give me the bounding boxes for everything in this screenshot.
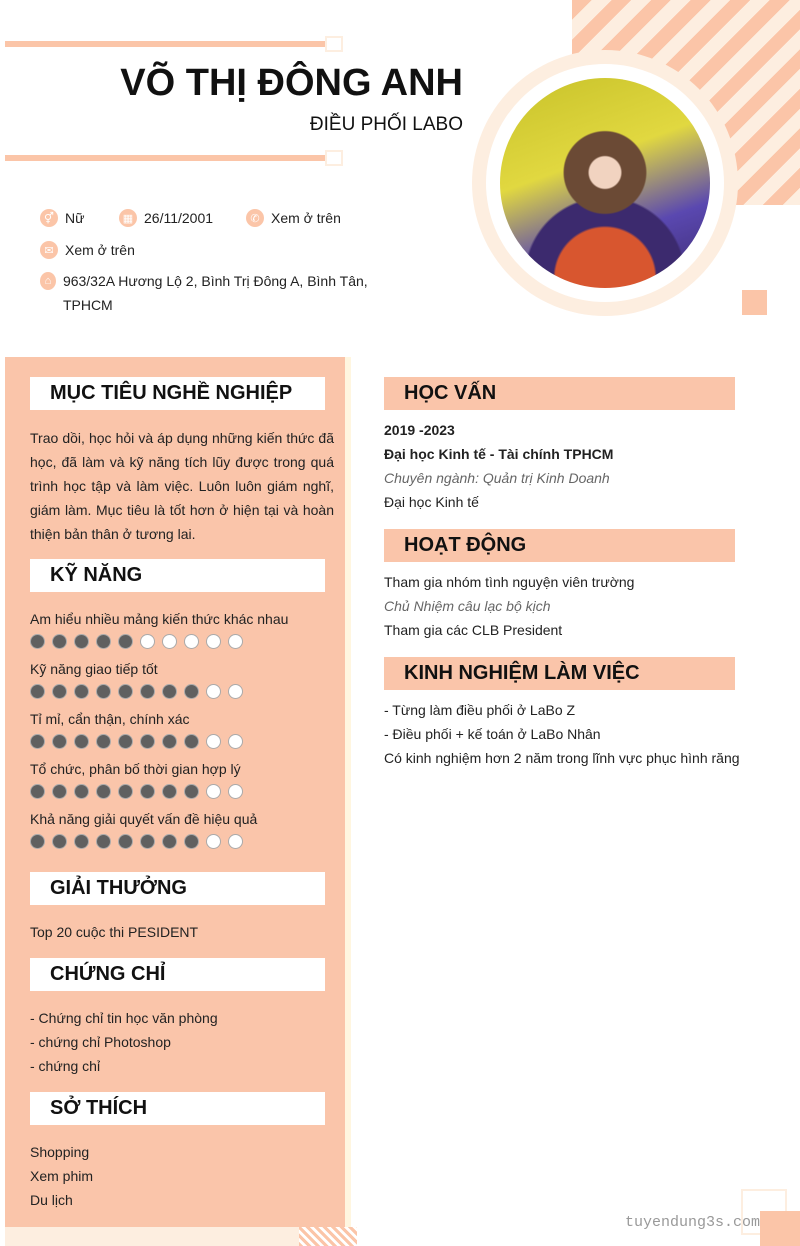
rating-dot <box>118 634 133 649</box>
rating-dot <box>52 834 67 849</box>
decor-square <box>742 290 767 315</box>
skills-heading: KỸ NĂNG <box>30 559 325 592</box>
rating-dot <box>184 634 199 649</box>
decor-box <box>325 150 343 166</box>
rating-dot <box>74 634 89 649</box>
rating-dot <box>206 784 221 799</box>
rating-dot <box>140 734 155 749</box>
experience-item: - Điều phối + kế toán ở LaBo Nhân <box>384 726 601 742</box>
rating-dot <box>74 834 89 849</box>
email <box>40 241 135 259</box>
education-heading: HỌC VẤN <box>384 377 735 410</box>
activity-line: Tham gia nhóm tình nguyện viên trường <box>384 574 635 590</box>
certs-heading: CHỨNG CHỈ <box>30 958 325 991</box>
rating-dot <box>140 784 155 799</box>
calendar-icon: ▦ <box>119 209 137 227</box>
rating-dot <box>118 684 133 699</box>
watermark: tuyendung3s.com <box>624 1214 760 1231</box>
rating-dot <box>206 734 221 749</box>
education-period: 2019 -2023 <box>384 422 455 438</box>
cert-item: - chứng chỉ <box>30 1058 101 1074</box>
gender-value: Nữ <box>65 210 85 226</box>
award-item: Top 20 cuộc thi PESIDENT <box>30 924 199 940</box>
skill-name: Am hiểu nhiều mảng kiến thức khác nhau <box>30 611 289 627</box>
rating-dot <box>140 634 155 649</box>
skill-rating <box>30 634 243 649</box>
skill-name: Tỉ mỉ, cẩn thận, chính xác <box>30 711 190 727</box>
decor-line <box>5 155 325 161</box>
email-icon: ✉ <box>40 241 58 259</box>
awards-heading: GIẢI THƯỞNG <box>30 872 325 905</box>
rating-dot <box>30 684 45 699</box>
rating-dot <box>30 734 45 749</box>
phone <box>246 209 341 227</box>
full-name: VÕ THỊ ĐÔNG ANH <box>120 62 463 104</box>
education-major: Chuyên ngành: Quản trị Kinh Doanh <box>384 470 610 486</box>
rating-dot <box>118 784 133 799</box>
rating-dot <box>228 784 243 799</box>
address-value: 963/32A Hương Lộ 2, Bình Trị Đông A, Bình Tân, TPHCM <box>62 273 368 313</box>
rating-dot <box>96 834 111 849</box>
rating-dot <box>52 684 67 699</box>
experience-item: - Từng làm điều phối ở LaBo Z <box>384 702 576 718</box>
rating-dot <box>184 834 199 849</box>
gender <box>40 209 84 227</box>
hobbies-heading: SỞ THÍCH <box>30 1092 325 1125</box>
rating-dot <box>118 734 133 749</box>
rating-dot <box>118 834 133 849</box>
rating-dot <box>140 684 155 699</box>
rating-dot <box>96 684 111 699</box>
address <box>40 272 380 317</box>
rating-dot <box>52 634 67 649</box>
rating-dot <box>162 734 177 749</box>
phone-icon: ✆ <box>246 209 264 227</box>
objective-text: Trao dồi, học hỏi và áp dụng những kiến thức đã học, đã làm và kỹ năng tích lũy được trong quá trình học tập và làm việc. Luôn luôn giám nghĩ, giám làm. Mục tiêu là tốt hơn ở hiện tại và hoàn thiện bản thân ở tương lai. <box>30 430 334 542</box>
decor-line <box>5 41 325 47</box>
skill-name: Khả năng giải quyết vấn đề hiệu quả <box>30 811 258 827</box>
rating-dot <box>184 734 199 749</box>
cert-item: - Chứng chỉ tin học văn phòng <box>30 1010 218 1026</box>
skill-rating <box>30 784 243 799</box>
rating-dot <box>162 684 177 699</box>
rating-dot <box>96 784 111 799</box>
home-icon: ⌂ <box>40 272 56 290</box>
hobby-item: Shopping <box>30 1144 90 1160</box>
rating-dot <box>162 784 177 799</box>
rating-dot <box>162 834 177 849</box>
rating-dot <box>184 684 199 699</box>
rating-dot <box>228 634 243 649</box>
gender-icon: ⚥ <box>40 209 58 227</box>
activities-heading: HOẠT ĐỘNG <box>384 529 735 562</box>
objective-heading: MỤC TIÊU NGHỀ NGHIỆP <box>30 377 325 410</box>
skill-name: Tổ chức, phân bố thời gian hợp lý <box>30 761 241 777</box>
rating-dot <box>74 684 89 699</box>
rating-dot <box>30 634 45 649</box>
rating-dot <box>30 834 45 849</box>
rating-dot <box>184 784 199 799</box>
phone-value: Xem ở trên <box>271 210 341 226</box>
rating-dot <box>52 784 67 799</box>
rating-dot <box>96 734 111 749</box>
decor-box <box>325 36 343 52</box>
profile-photo <box>500 78 710 288</box>
job-title: ĐIỀU PHỐI LABO <box>309 114 463 135</box>
education-note: Đại học Kinh tế <box>384 494 479 510</box>
rating-dot <box>74 784 89 799</box>
activity-line: Chủ Nhiệm câu lạc bộ kịch <box>384 598 551 614</box>
rating-dot <box>206 834 221 849</box>
rating-dot <box>30 784 45 799</box>
rating-dot <box>162 634 177 649</box>
skill-rating <box>30 834 243 849</box>
skill-rating <box>30 734 243 749</box>
dob <box>119 209 213 227</box>
education-school: Đại học Kinh tế - Tài chính TPHCM <box>384 446 614 462</box>
activity-line: Tham gia các CLB President <box>384 622 563 638</box>
hobby-item: Xem phim <box>30 1168 94 1184</box>
rating-dot <box>52 734 67 749</box>
hobby-item: Du lịch <box>30 1192 73 1208</box>
dob-value: 26/11/2001 <box>144 210 214 226</box>
decor-hatch <box>299 1227 357 1246</box>
skill-rating <box>30 684 243 699</box>
rating-dot <box>140 834 155 849</box>
decor-footer <box>5 1227 300 1246</box>
experience-item: Có kinh nghiệm hơn 2 năm trong lĩnh vực phục hình răng <box>384 750 740 766</box>
left-column-edge <box>345 357 351 1227</box>
skill-name: Kỹ năng giao tiếp tốt <box>30 661 158 677</box>
rating-dot <box>74 734 89 749</box>
decor-square <box>760 1211 800 1246</box>
rating-dot <box>228 834 243 849</box>
rating-dot <box>206 684 221 699</box>
rating-dot <box>228 734 243 749</box>
rating-dot <box>96 634 111 649</box>
rating-dot <box>206 634 221 649</box>
experience-heading: KINH NGHIỆM LÀM VIỆC <box>384 657 735 690</box>
email-value: Xem ở trên <box>65 242 135 258</box>
cert-item: - chứng chỉ Photoshop <box>30 1034 171 1050</box>
rating-dot <box>228 684 243 699</box>
